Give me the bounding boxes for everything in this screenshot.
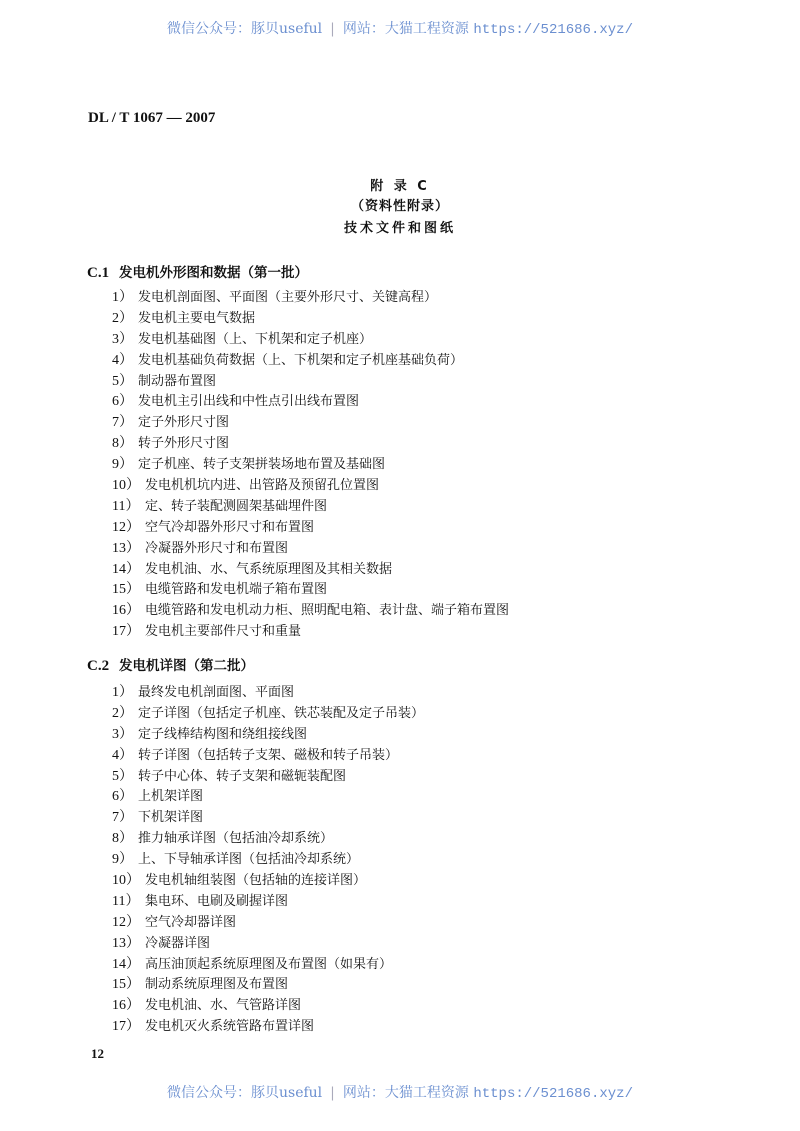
watermark-separator: |	[330, 21, 335, 37]
item-text: 发电机轴组装图（包括轴的连接详图）	[145, 873, 367, 889]
item-number: 4）	[112, 747, 133, 763]
list-item	[112, 560, 509, 581]
item-number: 11）	[112, 893, 140, 909]
item-text: 发电机灭火系统管路布置详图	[145, 1019, 315, 1035]
list-item	[112, 539, 509, 560]
item-text: 定子机座、转子支架拼装场地布置及基础图	[138, 457, 386, 473]
item-number: 7）	[112, 810, 133, 826]
list-item	[112, 476, 509, 497]
watermark-text: 微信公众号：豚贝useful	[167, 21, 323, 37]
section-c2-list	[112, 683, 424, 1038]
list-item	[112, 372, 509, 393]
item-number: 17）	[112, 1019, 140, 1035]
item-text: 发电机油、水、气系统原理图及其相关数据	[145, 561, 393, 577]
watermark-text: 微信公众号：豚贝useful	[167, 1085, 323, 1101]
item-text: 电缆管路和发电机动力柜、照明配电箱、表计盘、端子箱布置图	[145, 603, 510, 619]
list-item	[112, 767, 424, 788]
item-text: 发电机主要部件尺寸和重量	[145, 624, 302, 640]
appendix-title: 附 录 C	[370, 179, 430, 194]
item-text: 转子详图（包括转子支架、磁极和转子吊装）	[138, 747, 399, 763]
item-text: 上、下导轴承详图（包括油冷却系统）	[138, 852, 360, 868]
item-text: 定、转子装配测圆架基础埋件图	[145, 498, 328, 514]
item-number: 16）	[112, 603, 140, 619]
item-number: 9）	[112, 852, 133, 868]
list-item	[112, 892, 424, 913]
item-number: 8）	[112, 831, 133, 847]
section-heading-c1	[87, 261, 308, 282]
item-number: 6）	[112, 394, 133, 410]
watermark-url[interactable]: https://521686.xyz/	[473, 1086, 633, 1102]
list-item	[112, 413, 509, 434]
item-text: 定子详图（包括定子机座、铁芯装配及定子吊装）	[138, 705, 425, 721]
item-text: 发电机机坑内进、出管路及预留孔位置图	[145, 478, 380, 494]
item-number: 16）	[112, 998, 140, 1014]
list-item	[112, 725, 424, 746]
section-title: 发电机外形图和数据（第一批）	[119, 265, 308, 281]
list-item	[112, 580, 509, 601]
watermark-site: 网站：大猫工程资源	[342, 21, 469, 37]
item-text: 制动器布置图	[138, 373, 217, 389]
page-number: 12	[91, 1046, 104, 1061]
list-item	[112, 704, 424, 725]
item-text: 高压油顶起系统原理图及布置图（如果有）	[145, 956, 393, 972]
list-item	[112, 601, 509, 622]
watermark-bottom	[0, 1082, 800, 1102]
item-number: 4）	[112, 352, 133, 368]
item-number: 10）	[112, 478, 140, 494]
list-item	[112, 434, 509, 455]
list-item	[112, 309, 509, 330]
list-item	[112, 351, 509, 372]
section-title: 发电机详图（第二批）	[119, 658, 254, 674]
item-text: 空气冷却器外形尺寸和布置图	[145, 519, 315, 535]
item-number: 5）	[112, 373, 133, 389]
list-item	[112, 913, 424, 934]
list-item	[112, 1017, 424, 1038]
item-text: 下机架详图	[138, 810, 204, 826]
list-item	[112, 330, 509, 351]
item-text: 电缆管路和发电机端子箱布置图	[145, 582, 328, 598]
item-number: 14）	[112, 561, 140, 577]
item-text: 制动系统原理图及布置图	[145, 977, 289, 993]
list-item	[112, 829, 424, 850]
item-text: 冷凝器详图	[145, 935, 211, 951]
appendix-heading: 技术文件和图纸	[343, 221, 456, 236]
item-number: 12）	[112, 519, 140, 535]
item-text: 上机架详图	[138, 789, 204, 805]
item-number: 5）	[112, 768, 133, 784]
item-text: 空气冷却器详图	[145, 914, 237, 930]
item-text: 集电环、电刷及刷握详图	[145, 893, 289, 909]
item-text: 发电机主要电气数据	[138, 310, 256, 326]
list-item	[112, 975, 424, 996]
list-item	[112, 934, 424, 955]
item-number: 2）	[112, 705, 133, 721]
item-number: 10）	[112, 873, 140, 889]
item-number: 11）	[112, 498, 140, 514]
watermark-separator: |	[330, 1085, 335, 1101]
item-number: 15）	[112, 977, 140, 993]
item-number: 14）	[112, 956, 140, 972]
item-text: 发电机主引出线和中性点引出线布置图	[138, 394, 360, 410]
item-number: 1）	[112, 290, 133, 305]
item-number: 17）	[112, 624, 140, 640]
list-item	[112, 996, 424, 1017]
item-text: 推力轴承详图（包括油冷却系统）	[138, 831, 334, 847]
section-number: C.2	[87, 658, 110, 674]
list-item	[112, 746, 424, 767]
item-number: 1）	[112, 685, 133, 700]
item-text: 定子外形尺寸图	[138, 415, 230, 431]
item-number: 2）	[112, 310, 133, 326]
list-item	[112, 497, 509, 518]
list-item	[112, 622, 509, 643]
list-item	[112, 808, 424, 829]
item-text: 最终发电机剖面图、平面图	[138, 685, 295, 700]
standard-number: DL / T 1067 — 2007	[88, 110, 216, 126]
item-text: 冷凝器外形尺寸和布置图	[145, 540, 289, 556]
watermark-url[interactable]: https://521686.xyz/	[473, 22, 633, 38]
item-number: 3）	[112, 726, 133, 742]
item-text: 发电机油、水、气管路详图	[145, 998, 302, 1014]
item-text: 定子线棒结构图和绕组接线图	[138, 726, 308, 742]
item-number: 8）	[112, 436, 133, 452]
list-item	[112, 955, 424, 976]
list-item	[112, 392, 509, 413]
item-number: 3）	[112, 331, 133, 347]
appendix-subtitle: （资料性附录）	[350, 199, 449, 214]
item-number: 13）	[112, 935, 140, 951]
item-text: 转子外形尺寸图	[138, 436, 230, 452]
item-number: 12）	[112, 914, 140, 930]
item-text: 转子中心体、转子支架和磁轭装配图	[138, 768, 347, 784]
item-number: 9）	[112, 457, 133, 473]
section-number: C.1	[87, 265, 110, 281]
watermark-top	[0, 18, 800, 38]
section-c1-list	[112, 288, 509, 643]
list-item	[112, 787, 424, 808]
item-number: 6）	[112, 789, 133, 805]
list-item	[112, 850, 424, 871]
list-item	[112, 518, 509, 539]
list-item	[112, 288, 509, 309]
item-text: 发电机基础图（上、下机架和定子机座）	[138, 331, 373, 347]
section-heading-c2	[87, 654, 254, 675]
item-number: 15）	[112, 582, 140, 598]
list-item	[112, 871, 424, 892]
item-number: 7）	[112, 415, 133, 431]
list-item	[112, 455, 509, 476]
watermark-site: 网站：大猫工程资源	[342, 1085, 469, 1101]
list-item	[112, 683, 424, 704]
item-text: 发电机剖面图、平面图（主要外形尺寸、关键高程）	[138, 290, 438, 305]
item-text: 发电机基础负荷数据（上、下机架和定子机座基础负荷）	[138, 352, 464, 368]
item-number: 13）	[112, 540, 140, 556]
